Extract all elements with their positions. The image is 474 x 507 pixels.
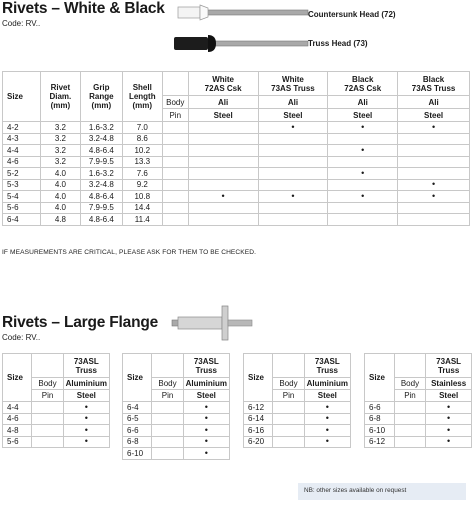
lf-table-row [123,448,230,460]
lf-cell-size: 6-6 [123,425,152,437]
header-variant-4: Black 73AS Truss [398,72,470,96]
lf-cell-blank [394,402,426,414]
cell-size: 4-4 [3,145,41,157]
lf-header-size: Size [3,354,32,402]
cell-size: 6-4 [3,214,41,226]
table-row [3,145,470,157]
lf-header-pin: Pin [394,390,426,402]
lf-table-row [123,425,230,437]
availability-mark: • [258,191,328,203]
lf-body-material: Aluminium [183,378,229,390]
lf-cell-blank [273,413,304,425]
lf-table-row [244,425,351,437]
lf-pin-material: Steel [183,390,229,402]
table-row [3,133,470,145]
section-code: Code: RV.. [2,19,41,28]
lf-header-blank [273,354,304,378]
body-variant-4: Ali [398,96,470,109]
availability-mark [328,202,398,214]
header-variant-1: White 72AS Csk [188,72,258,96]
lf-cell-size: 4-6 [3,413,32,425]
lf-table-row [3,425,110,437]
availability-mark [328,214,398,226]
availability-mark [258,145,328,157]
cell-blank [162,156,188,168]
lf-availability-mark: • [304,413,350,425]
cell-size: 5-6 [3,202,41,214]
lf-availability-mark: • [63,413,109,425]
header-blank [162,72,188,96]
cell-diam: 4.0 [40,179,80,191]
lf-availability-mark: • [63,436,109,448]
cell-shell: 7.6 [122,168,162,180]
lf-header-body: Body [152,378,183,390]
availability-mark [188,156,258,168]
cell-grip: 1.6-3.2 [80,168,122,180]
lf-table-row [244,402,351,414]
pin-variant-3: Steel [328,109,398,122]
cell-grip: 4.8-6.4 [80,214,122,226]
lf-cell-blank [152,402,183,414]
lf-cell-size: 6-10 [365,425,395,437]
section-code-2: Code: RV.. [2,333,41,342]
lf-header-blank [394,354,426,378]
cell-grip: 4.8-6.4 [80,145,122,157]
header-variant-2: White 73AS Truss [258,72,328,96]
lf-cell-blank [32,413,63,425]
countersunk-caption: Countersunk Head (72) [308,10,396,19]
availability-mark: • [328,191,398,203]
lf-header-pin: Pin [32,390,63,402]
lf-header-pin: Pin [152,390,183,402]
pin-variant-2: Steel [258,109,328,122]
cell-shell: 11.4 [122,214,162,226]
lf-cell-blank [152,413,183,425]
lf-cell-size: 6-12 [365,436,395,448]
cell-diam: 3.2 [40,122,80,134]
lf-cell-blank [152,436,183,448]
lf-availability-mark: • [63,402,109,414]
availability-mark [258,156,328,168]
lf-header-pin: Pin [273,390,304,402]
lf-cell-size: 4-4 [3,402,32,414]
lf-body-material: Aluminium [304,378,350,390]
availability-mark [258,133,328,145]
cell-size: 5-4 [3,191,41,203]
body-variant-1: Ali [188,96,258,109]
cell-diam: 4.0 [40,191,80,203]
countersunk-rivet-image [172,2,312,24]
table-row [3,179,470,191]
cell-shell: 14.4 [122,202,162,214]
lf-cell-blank [273,425,304,437]
lf-cell-size: 6-4 [123,402,152,414]
lf-table-row [365,436,472,448]
availability-mark: • [328,145,398,157]
availability-mark [398,168,470,180]
lf-header-body: Body [32,378,63,390]
lf-table-row [3,402,110,414]
availability-mark [398,156,470,168]
lf-cell-blank [394,413,426,425]
nb-note: NB: other sizes available on request [298,483,466,500]
availability-mark: • [398,179,470,191]
truss-caption: Truss Head (73) [308,39,368,48]
pin-variant-4: Steel [398,109,470,122]
pin-variant-1: Steel [188,109,258,122]
lf-body-material: Stainless [426,378,472,390]
availability-mark [188,179,258,191]
lf-cell-size: 6-8 [365,413,395,425]
availability-mark [258,168,328,180]
lf-cell-size: 6-6 [365,402,395,414]
lf-header-variant: 73ASL Truss [304,354,350,378]
lf-header-blank [32,354,63,378]
large-flange-table-1 [2,353,110,448]
table-row [3,191,470,203]
lf-availability-mark: • [426,413,472,425]
availability-mark [398,133,470,145]
cell-blank [162,168,188,180]
cell-size: 4-6 [3,156,41,168]
lf-header-variant: 73ASL Truss [63,354,109,378]
lf-table-row [244,413,351,425]
availability-mark [188,168,258,180]
body-variant-3: Ali [328,96,398,109]
availability-mark [398,202,470,214]
availability-mark [258,214,328,226]
lf-cell-blank [273,402,304,414]
lf-cell-size: 6-10 [123,448,152,460]
lf-cell-blank [394,425,426,437]
availability-mark [188,214,258,226]
cell-shell: 10.8 [122,191,162,203]
white-black-rivet-table [2,71,470,226]
lf-header-size: Size [123,354,152,402]
cell-blank [162,133,188,145]
lf-cell-size: 6-12 [244,402,273,414]
lf-cell-size: 5-6 [3,436,32,448]
lf-table-row [3,436,110,448]
table-row [3,156,470,168]
cell-blank [162,122,188,134]
lf-cell-blank [32,425,63,437]
cell-blank [162,214,188,226]
availability-mark [258,179,328,191]
lf-cell-size: 6-5 [123,413,152,425]
availability-mark [328,179,398,191]
lf-table-row [123,413,230,425]
availability-mark [398,145,470,157]
cell-diam: 3.2 [40,133,80,145]
lf-availability-mark: • [183,402,229,414]
large-flange-table-4 [364,353,472,448]
cell-blank [162,145,188,157]
availability-mark: • [328,168,398,180]
lf-table-row [123,436,230,448]
lf-availability-mark: • [304,402,350,414]
cell-diam: 3.2 [40,156,80,168]
cell-blank [162,202,188,214]
cell-grip: 1.6-3.2 [80,122,122,134]
table-row [3,202,470,214]
availability-mark: • [398,191,470,203]
truss-rivet-image [164,32,312,56]
cell-grip: 7.9-9.5 [80,202,122,214]
availability-mark: • [188,191,258,203]
table-row [3,214,470,226]
availability-mark [328,156,398,168]
cell-shell: 7.0 [122,122,162,134]
lf-availability-mark: • [183,448,229,460]
lf-cell-blank [394,436,426,448]
availability-mark [188,145,258,157]
header-grip-range: Grip Range (mm) [80,72,122,122]
availability-mark [258,202,328,214]
cell-size: 4-2 [3,122,41,134]
availability-mark: • [398,122,470,134]
lf-pin-material: Steel [63,390,109,402]
body-variant-2: Ali [258,96,328,109]
cell-grip: 3.2-4.8 [80,133,122,145]
lf-header-body: Body [394,378,426,390]
lf-cell-size: 6-8 [123,436,152,448]
lf-availability-mark: • [304,436,350,448]
lf-cell-size: 6-20 [244,436,273,448]
header-shell-length: Shell Length (mm) [122,72,162,122]
availability-mark: • [258,122,328,134]
lf-header-size: Size [365,354,395,402]
lf-availability-mark: • [426,402,472,414]
lf-availability-mark: • [183,413,229,425]
lf-table-row [3,413,110,425]
table-row [3,122,470,134]
large-flange-rivet-image [168,303,254,343]
lf-cell-blank [152,448,183,460]
availability-mark: • [328,122,398,134]
large-flange-table-2 [122,353,230,460]
lf-header-variant: 73ASL Truss [183,354,229,378]
header-rivet-diam: Rivet Diam. (mm) [40,72,80,122]
table-row [3,168,470,180]
lf-header-size: Size [244,354,273,402]
lf-availability-mark: • [183,436,229,448]
lf-cell-size: 4-8 [3,425,32,437]
lf-pin-material: Steel [426,390,472,402]
lf-availability-mark: • [63,425,109,437]
cell-grip: 7.9-9.5 [80,156,122,168]
lf-availability-mark: • [304,425,350,437]
measurement-note: IF MEASUREMENTS ARE CRITICAL, PLEASE ASK FOR THEM TO BE CHECKED. [2,249,257,256]
availability-mark [188,202,258,214]
lf-header-body: Body [273,378,304,390]
availability-mark [328,133,398,145]
cell-shell: 8.6 [122,133,162,145]
lf-header-variant: 73ASL Truss [426,354,472,378]
lf-table-row [365,425,472,437]
cell-grip: 3.2-4.8 [80,179,122,191]
section-title-large-flange: Rivets – Large Flange [2,314,159,331]
header-variant-3: Black 72AS Csk [328,72,398,96]
section-title-white-black: Rivets – White & Black [2,0,165,17]
header-pin: Pin [162,109,188,122]
lf-cell-size: 6-14 [244,413,273,425]
lf-availability-mark: • [426,425,472,437]
lf-cell-blank [152,425,183,437]
header-size: Size [3,72,41,122]
lf-pin-material: Steel [304,390,350,402]
cell-shell: 13.3 [122,156,162,168]
cell-grip: 4.8-6.4 [80,191,122,203]
lf-table-row [365,413,472,425]
cell-diam: 4.0 [40,202,80,214]
cell-diam: 4.8 [40,214,80,226]
lf-cell-blank [32,436,63,448]
lf-table-row [244,436,351,448]
cell-blank [162,179,188,191]
lf-cell-size: 6-16 [244,425,273,437]
cell-size: 5-3 [3,179,41,191]
lf-availability-mark: • [183,425,229,437]
header-body: Body [162,96,188,109]
availability-mark [188,122,258,134]
cell-diam: 3.2 [40,145,80,157]
lf-table-row [365,402,472,414]
cell-shell: 10.2 [122,145,162,157]
cell-shell: 9.2 [122,179,162,191]
cell-diam: 4.0 [40,168,80,180]
cell-size: 5-2 [3,168,41,180]
large-flange-table-3 [243,353,351,448]
availability-mark [188,133,258,145]
lf-availability-mark: • [426,436,472,448]
lf-body-material: Aluminium [63,378,109,390]
availability-mark [398,214,470,226]
lf-cell-blank [32,402,63,414]
cell-size: 4-3 [3,133,41,145]
cell-blank [162,191,188,203]
lf-cell-blank [273,436,304,448]
lf-header-blank [152,354,183,378]
lf-table-row [123,402,230,414]
